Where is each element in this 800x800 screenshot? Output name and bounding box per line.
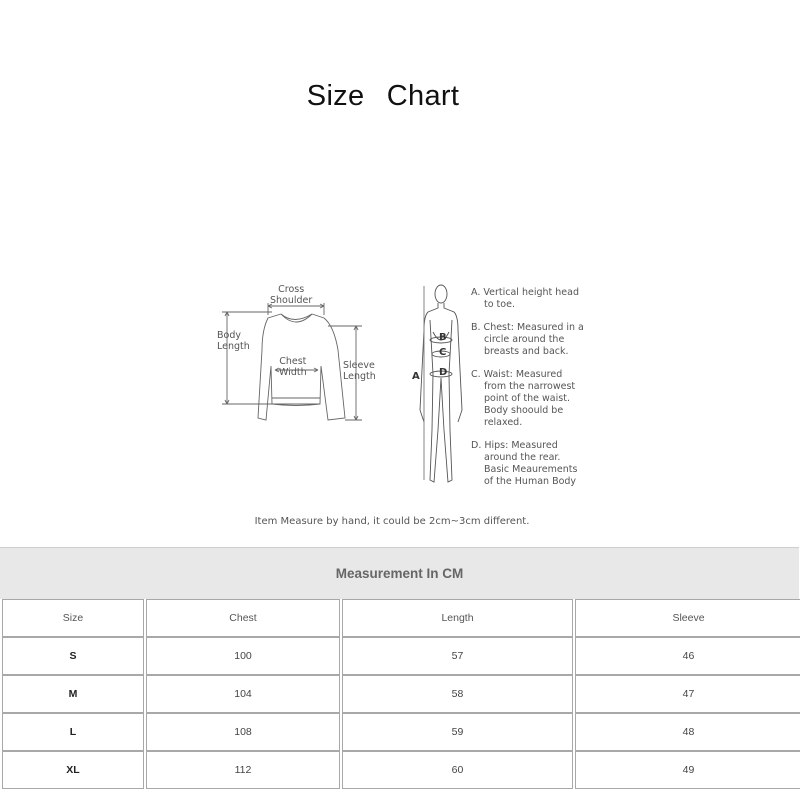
sleeve-cell: 49 <box>575 751 800 789</box>
size-cell: XL <box>2 751 144 789</box>
legend-c-line4: Body shoould be <box>484 405 564 416</box>
body-letter-c: C <box>439 347 447 358</box>
human-body-figure <box>0 270 800 510</box>
table-caption: Measurement In CM <box>0 547 799 599</box>
size-cell: M <box>2 675 144 713</box>
legend-d-line3: Basic Meaurements <box>484 464 578 475</box>
legend-c-line3: point of the waist. <box>484 393 570 404</box>
legend-item-d <box>471 440 591 488</box>
sleeve-cell: 47 <box>575 675 800 713</box>
legend-d-line4: of the Human Body <box>484 476 577 487</box>
size-cell: S <box>2 637 144 675</box>
sleeve-length-label: Sleeve Length <box>343 360 376 382</box>
legend-b-line2: circle around the <box>484 334 565 345</box>
measurement-legend <box>471 287 591 499</box>
table-row <box>2 637 800 675</box>
length-cell: 60 <box>342 751 573 789</box>
size-table <box>0 599 800 789</box>
column-header-chest: Chest <box>146 599 340 637</box>
size-cell: L <box>2 713 144 751</box>
table-row <box>2 675 800 713</box>
table-header-row <box>2 599 800 637</box>
column-header-size: Size <box>2 599 144 637</box>
table-row <box>2 751 800 789</box>
column-header-length: Length <box>342 599 573 637</box>
size-table-section <box>0 547 800 800</box>
legend-c-line5: relaxed. <box>484 417 523 428</box>
page-title: Size Chart <box>306 80 460 112</box>
legend-b-line3: breasts and back. <box>484 346 569 357</box>
legend-d-line2: around the rear. <box>484 452 561 463</box>
chest-cell: 112 <box>146 751 340 789</box>
length-cell: 59 <box>342 713 573 751</box>
legend-b-line1: B. Chest: Measured in a <box>471 322 584 333</box>
legend-d-line1: D. Hips: Measured <box>471 440 558 451</box>
length-cell: 57 <box>342 637 573 675</box>
body-letter-a: A <box>412 371 420 382</box>
body-letter-d: D <box>439 367 448 378</box>
measurement-diagram <box>0 270 800 510</box>
legend-item-c <box>471 369 591 429</box>
legend-a-line2: to toe. <box>484 299 515 310</box>
body-length-label: Body Length <box>217 330 250 352</box>
sleeve-cell: 46 <box>575 637 800 675</box>
legend-item-b <box>471 322 591 358</box>
cross-shoulder-label: Cross Shoulder <box>270 284 313 306</box>
body-letter-b: B <box>439 332 447 343</box>
chest-cell: 100 <box>146 637 340 675</box>
legend-c-line2: from the narrowest <box>484 381 576 392</box>
column-header-sleeve: Sleeve <box>575 599 800 637</box>
chest-width-label: Chest Width <box>279 356 307 378</box>
sleeve-cell: 48 <box>575 713 800 751</box>
chest-cell: 108 <box>146 713 340 751</box>
legend-c-line1: C. Waist: Measured <box>471 369 563 380</box>
measure-note: Item Measure by hand, it could be 2cm~3cm different. <box>254 516 530 527</box>
table-row <box>2 713 800 751</box>
legend-item-a <box>471 287 591 311</box>
legend-a-line1: A. Vertical height head <box>471 287 579 298</box>
length-cell: 58 <box>342 675 573 713</box>
chest-cell: 104 <box>146 675 340 713</box>
